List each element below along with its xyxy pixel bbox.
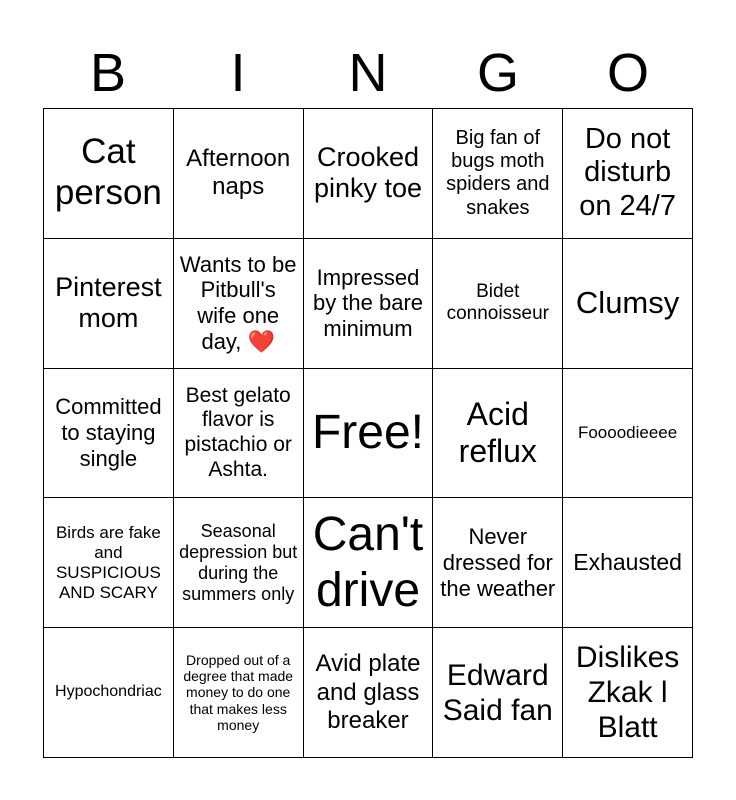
bingo-cell[interactable] [304, 109, 434, 239]
cell-text: Impressed by the bare minimum [312, 264, 424, 342]
bingo-cell[interactable] [563, 498, 693, 628]
header-letter-o: O [606, 43, 649, 103]
bingo-cell[interactable] [174, 109, 304, 239]
bingo-cell[interactable] [433, 239, 563, 369]
bingo-cell[interactable] [44, 369, 174, 499]
cell-text: Dropped out of a degree that made money to do one that makes less money [183, 651, 294, 734]
cell-text: Foooodieeee [577, 423, 678, 443]
cell-text: Acid reflux [458, 395, 537, 469]
cell-text: Pinterest mom [55, 271, 162, 334]
bingo-cell[interactable] [174, 369, 304, 499]
cell-text: Birds are fake and SUSPICIOUS AND SCARY [55, 523, 161, 602]
bingo-cell[interactable] [304, 239, 434, 369]
cell-text: Free! [311, 405, 424, 459]
bingo-cell[interactable] [174, 628, 304, 758]
cell-text: Cat person [54, 132, 162, 213]
cell-text: Do not disturb on 24/7 [579, 122, 676, 223]
header-letter-n: N [348, 43, 388, 103]
bingo-cell[interactable] [44, 109, 174, 239]
header-letter-b: B [89, 43, 127, 103]
bingo-cell[interactable] [304, 628, 434, 758]
bingo-cell[interactable] [174, 239, 304, 369]
bingo-cell[interactable] [433, 498, 563, 628]
bingo-grid [43, 108, 693, 758]
cell-text: Wants to be Pitbull's wife one day, ❤️ [179, 251, 297, 354]
cell-text: Hypochondriac [55, 683, 162, 701]
cell-text: Bidet connoisseur [446, 280, 550, 325]
bingo-cell[interactable] [44, 498, 174, 628]
bingo-cell[interactable] [563, 628, 693, 758]
cell-text: Afternoon naps [186, 145, 291, 201]
bingo-cell[interactable] [433, 109, 563, 239]
cell-text: Crooked pinky toe [313, 141, 423, 204]
bingo-header [43, 38, 693, 108]
cell-text: Edward Said fan [442, 658, 553, 727]
bingo-cell[interactable] [563, 239, 693, 369]
cell-text: Never dressed for the weather [440, 524, 556, 601]
bingo-cell[interactable] [304, 498, 434, 628]
cell-text: Clumsy [575, 285, 680, 321]
bingo-cell[interactable] [44, 239, 174, 369]
cell-text: Best gelato flavor is pistachio or Ashta. [184, 383, 292, 481]
bingo-cell[interactable] [563, 109, 693, 239]
free-cell[interactable] [304, 369, 434, 499]
header-letter-i: I [230, 43, 246, 103]
bingo-cell[interactable] [433, 628, 563, 758]
cell-text: Exhausted [573, 549, 682, 576]
cell-text: Avid plate and glass breaker [315, 650, 421, 734]
cell-text: Dislikes Zkak l Blatt [575, 640, 680, 745]
cell-text: Committed to staying single [55, 394, 162, 471]
bingo-cell[interactable] [563, 369, 693, 499]
cell-text: Can't drive [312, 507, 424, 617]
bingo-cell[interactable] [433, 369, 563, 499]
header-letter-g: G [476, 43, 519, 103]
cell-text: Big fan of bugs moth spiders and snakes [446, 126, 550, 219]
cell-text: Seasonal depression but during the summers only [179, 520, 298, 604]
bingo-cell[interactable] [174, 498, 304, 628]
bingo-cell[interactable] [44, 628, 174, 758]
